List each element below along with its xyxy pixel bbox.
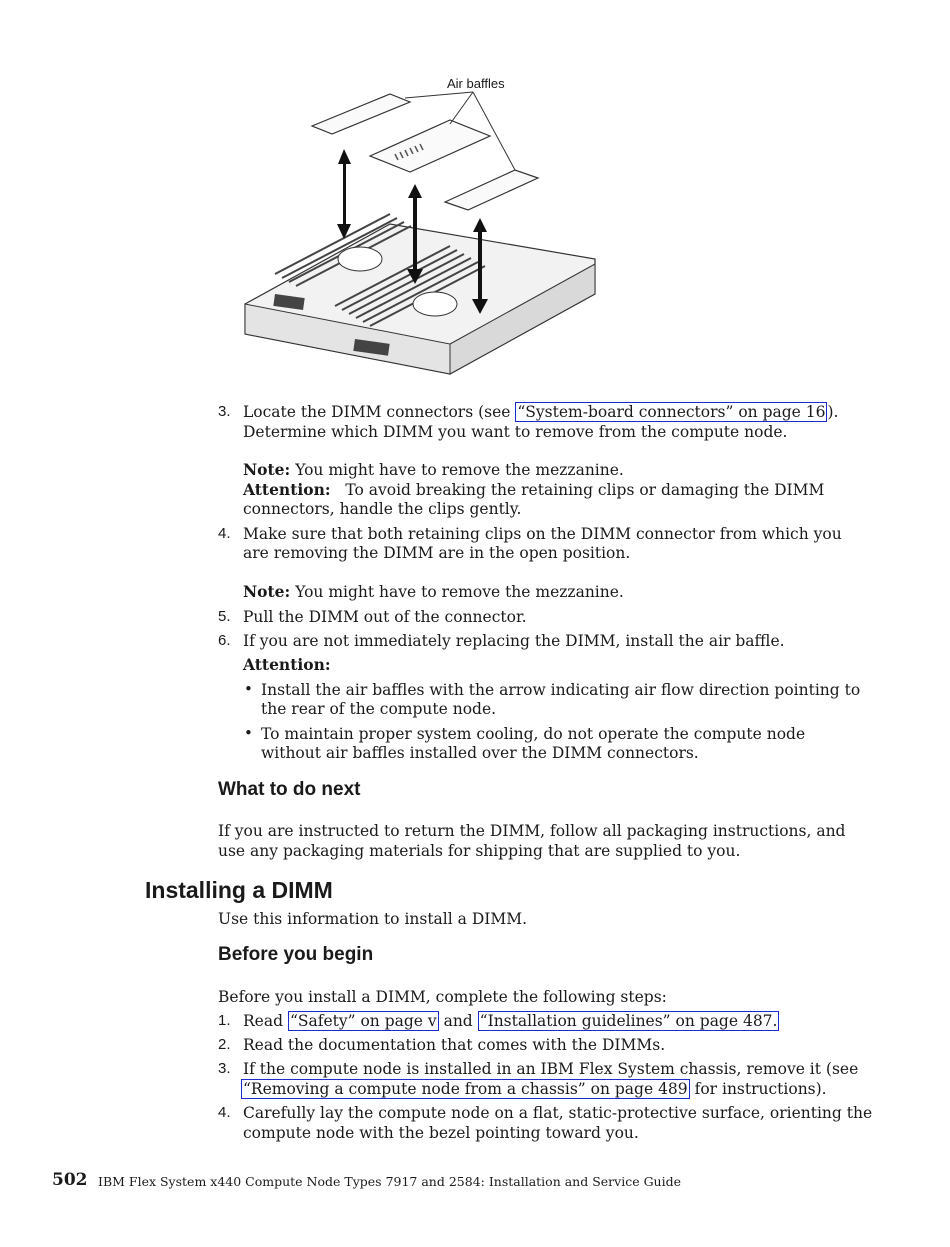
footer-title: IBM Flex System x440 Compute Node Types 7917 and 2584: Installation and Service Guide	[98, 1174, 682, 1189]
air-baffle-illustration	[240, 74, 600, 394]
note-label: Note:	[243, 582, 291, 601]
step-text: Pull the DIMM out of the connector.	[243, 608, 527, 626]
removing-compute-node-link[interactable]: “Removing a compute node from a chassis” on page 489	[243, 1080, 688, 1098]
bullet-text: the rear of the compute node.	[261, 700, 497, 718]
step-text: If the compute node is installed in an IBM Flex System chassis, remove it (see	[243, 1060, 859, 1078]
attention-text: connectors, handle the clips gently.	[243, 500, 522, 518]
note-text: You might have to remove the mezzanine.	[295, 461, 624, 479]
step-text: are removing the DIMM are in the open position.	[243, 544, 631, 562]
figure-caption: Air baffles	[447, 76, 505, 91]
step-text: If you are not immediately replacing the DIMM, install the air baffle.	[243, 632, 785, 650]
step-number: 1.	[218, 1012, 231, 1029]
step-text: Determine which DIMM you want to remove from the compute node.	[243, 423, 788, 441]
compute-node-drawing	[240, 74, 600, 394]
step-text	[243, 402, 838, 422]
step-text-pre: Read	[243, 1012, 288, 1030]
attention-label: Attention:	[243, 480, 331, 499]
note-text: You might have to remove the mezzanine.	[295, 583, 624, 601]
bullet-text: without air baffles installed over the DIMM connectors.	[261, 744, 699, 762]
system-board-connectors-link[interactable]: “System-board connectors” on page 16	[517, 403, 826, 421]
step-text	[243, 1011, 779, 1031]
step-text-pre: Locate the DIMM connectors (see	[243, 403, 516, 421]
attention-text: To avoid breaking the retaining clips or damaging the DIMM	[345, 481, 825, 499]
paragraph: If you are instructed to return the DIMM, follow all packaging instructions, and	[218, 822, 846, 840]
step-text: compute node with the bezel pointing toward you.	[243, 1124, 639, 1142]
step-text-post: ).	[827, 403, 839, 421]
paragraph: Before you install a DIMM, complete the following steps:	[218, 988, 667, 1006]
note	[243, 460, 624, 480]
step-text: Make sure that both retaining clips on the DIMM connector from which you	[243, 525, 842, 543]
bullet-text: Install the air baffles with the arrow indicating air flow direction pointing to	[261, 681, 861, 699]
attention-label: Attention:	[243, 655, 331, 674]
step-number: 5.	[218, 608, 231, 625]
page-number: 502	[52, 1170, 88, 1190]
attention	[243, 480, 824, 500]
step-number: 4.	[218, 525, 231, 542]
step-text-post: for instructions).	[689, 1080, 827, 1098]
step-number: 3.	[218, 403, 231, 420]
installation-guidelines-link[interactable]: “Installation guidelines” on page 487.	[479, 1012, 778, 1030]
step-number: 6.	[218, 632, 231, 649]
note	[243, 582, 624, 602]
page-section-title: Installing a DIMM	[145, 877, 333, 903]
step-text: Read the documentation that comes with the DIMMs.	[243, 1036, 666, 1054]
bullet-dot: •	[244, 680, 253, 698]
step-text	[241, 1079, 827, 1099]
bullet-dot: •	[244, 724, 253, 742]
section-heading: Before you begin	[218, 944, 374, 965]
note-label: Note:	[243, 460, 291, 479]
paragraph: use any packaging materials for shipping that are supplied to you.	[218, 842, 741, 860]
safety-link[interactable]: “Safety” on page v	[289, 1012, 437, 1030]
step-text: Carefully lay the compute node on a flat, static-protective surface, orienting the	[243, 1104, 873, 1122]
paragraph: Use this information to install a DIMM.	[218, 910, 528, 928]
step-number: 4.	[218, 1104, 231, 1121]
step-number: 3.	[218, 1060, 231, 1077]
step-number: 2.	[218, 1036, 231, 1053]
section-heading: What to do next	[218, 779, 361, 800]
bullet-text: To maintain proper system cooling, do not operate the compute node	[261, 725, 806, 743]
step-text-mid: and	[438, 1012, 478, 1030]
